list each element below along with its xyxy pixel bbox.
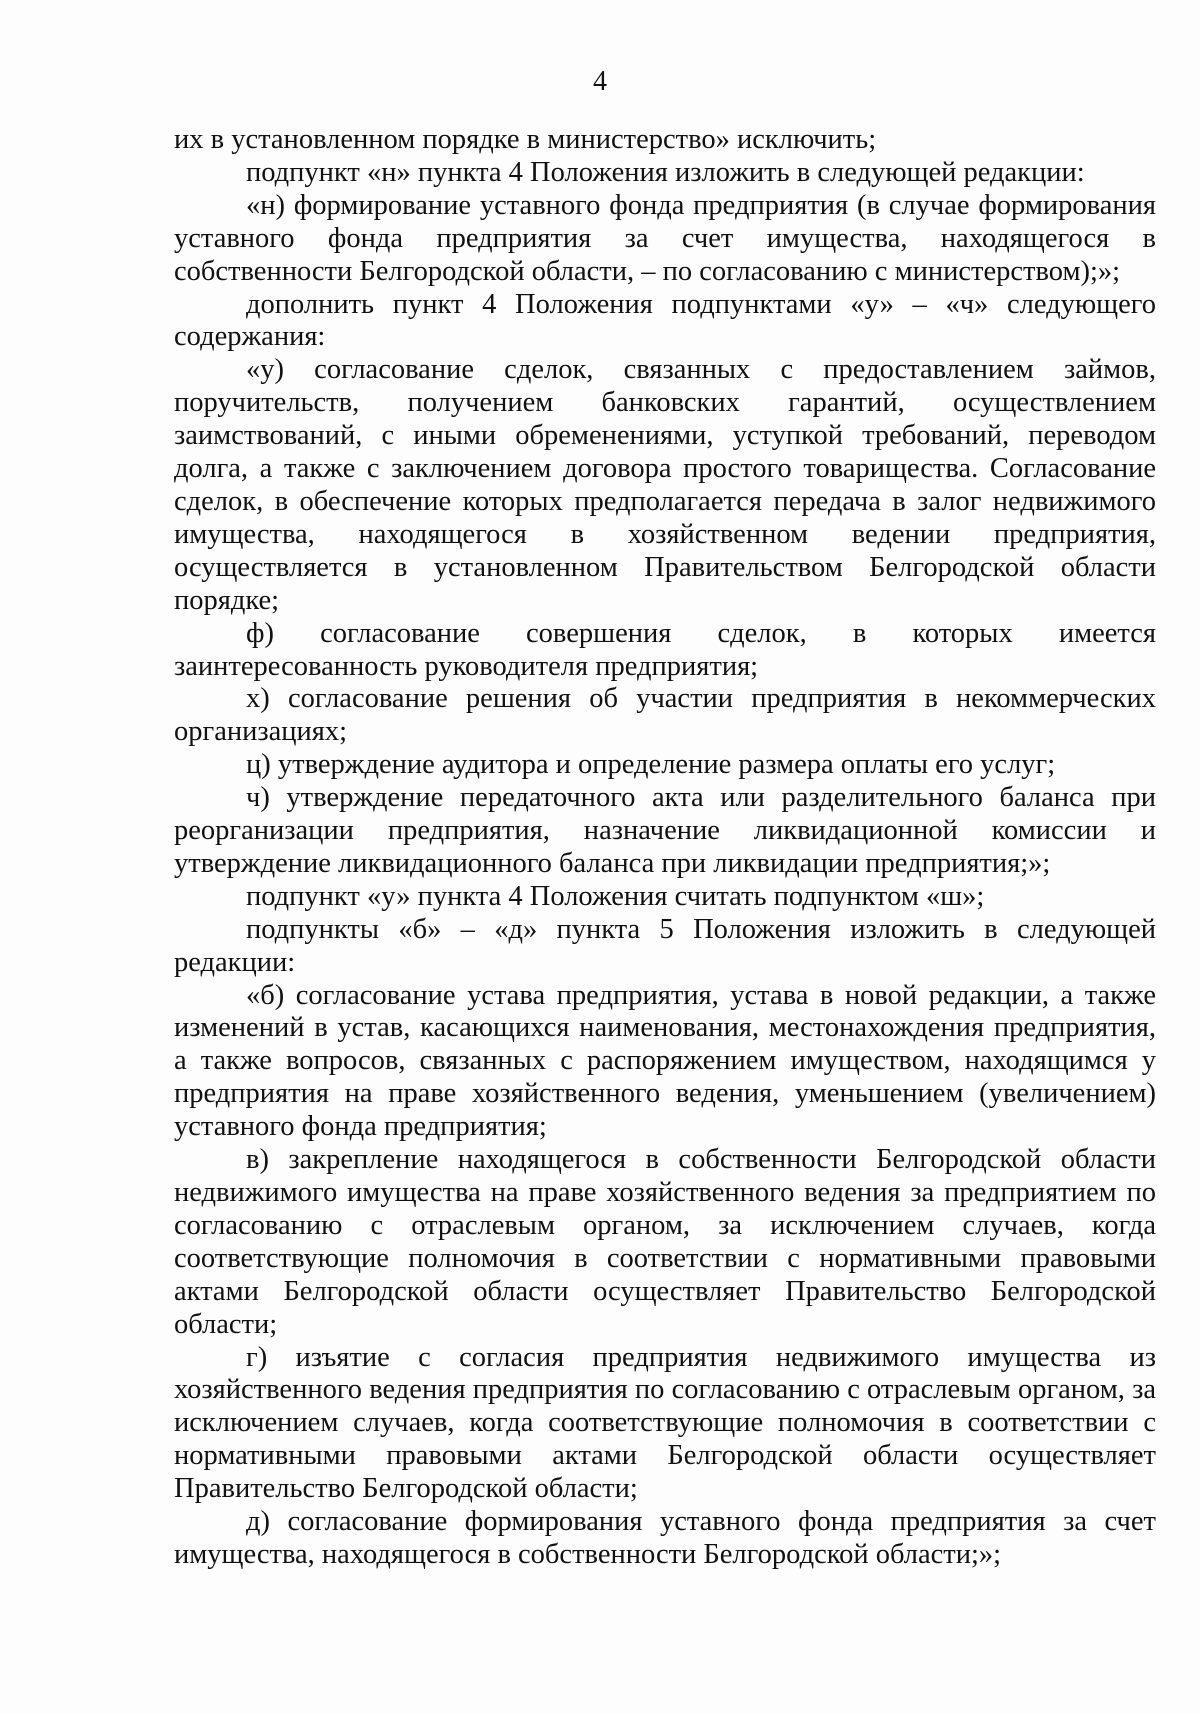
paragraph-add-subitems: дополнить пункт 4 Положения подпунктами «у» – «ч» следующего содержания: (174, 288, 1156, 353)
page-number: 4 (593, 66, 607, 97)
paragraph-subitem-n-amendment: подпункт «н» пункта 4 Положения изложить в следующей редакции: (246, 156, 1085, 188)
paragraph-subitem-ch: ч) утверждение передаточного акта или разделительного баланса при реорганизации предприятия, назначение ликвидационной комиссии и утверждение ликвидационного баланса при ликвидации предприятия;»; (174, 782, 1156, 879)
paragraph-subitem-g: г) изъятие с согласия предприятия недвижимого имущества из хозяйственного ведения предприятия по согласованию с отраслевым органом, за исключением случаев, когда соответствующие полномочия в соответствии с нормативными правовыми актами Белгородской области осуществляет Правительство Белгородской области; (174, 1341, 1156, 1505)
paragraph-continuation: их в установленном порядке в министерство» исключить; (174, 124, 877, 155)
paragraph-subitem-f: ф) согласование совершения сделок, в которых имеется заинтересованность руководителя предприятия; (174, 617, 1156, 682)
paragraph-subitem-ts: ц) утверждение аудитора и определение размера оплаты его услуг; (246, 749, 1056, 781)
paragraph-subitem-v: в) закрепление находящегося в собственности Белгородской области недвижимого имущества на праве хозяйственного ведения за предприятием по согласованию с отраслевым органом, за исключением случаев, когда соответствующие полномочия в соответствии с нормативными правовыми актами Белгородской области осуществляет Правительство Белгородской области; (174, 1144, 1156, 1340)
paragraph-subitem-d: д) согласование формирования уставного фонда предприятия за счет имущества, находящегося в собственности Белгородской области;»; (174, 1506, 1156, 1570)
paragraph-item5-amendment: подпункты «б» – «д» пункта 5 Положения изложить в следующей редакции: (174, 913, 1156, 978)
paragraph-subitem-n-text: «н) формирование уставного фонда предприятия (в случае формирования уставного фонда предприятия за счет имущества, находящегося в собственности Белгородской области, – по согласованию с министерством);»; (174, 189, 1156, 287)
paragraph-subitem-b: «б) согласование устава предприятия, устава в новой редакции, а также изменений в устав, касающихся наименования, местонахождения предприятия, а также вопросов, связанных с распоряжением имуществом, находящимся у предприятия на праве хозяйственного ведения, уменьшением (увеличением) уставного фонда предприятия; (174, 979, 1156, 1143)
paragraph-renumber-sh: подпункт «у» пункта 4 Положения считать подпунктом «ш»; (246, 880, 985, 912)
document-body (174, 124, 1156, 1572)
paragraph-subitem-u: «у) согласование сделок, связанных с предоставлением займов, поручительств, получением банковских гарантий, осуществлением заимствований, с иными обременениями, уступкой требований, переводом долга, а также с заключением договора простого товарищества. Согласование сделок, в обеспечение которых предполагается передача в залог недвижимого имущества, находящегося в хозяйственном ведении предприятия, осуществляется в установленном Правительством Белгородской области порядке; (174, 354, 1156, 616)
paragraph-subitem-kh: х) согласование решения об участии предприятия в некоммерческих организациях; (174, 683, 1156, 748)
